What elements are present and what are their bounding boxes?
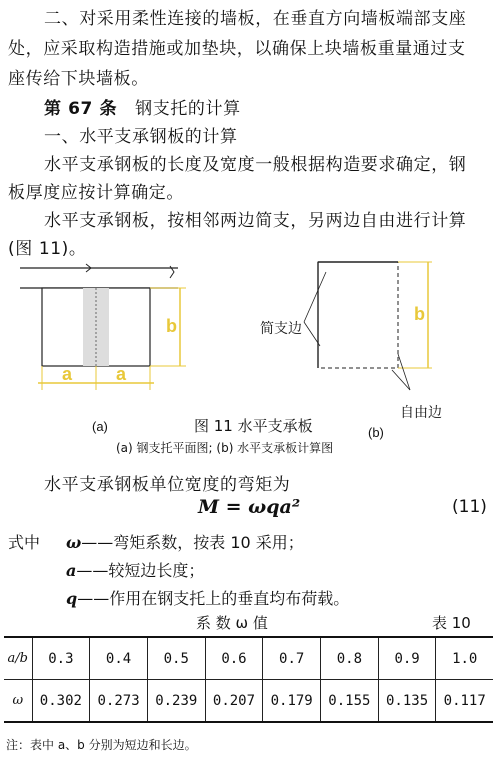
table-cell: 0.117: [436, 680, 493, 723]
figure-b-calc: [260, 262, 442, 440]
table-cell: 0.6: [205, 637, 263, 680]
table-title: 系 数 ω 值: [196, 614, 268, 632]
row-header: ω: [4, 680, 32, 723]
sub-label-a: (a): [92, 419, 108, 434]
equation-number: (11): [452, 497, 487, 517]
paragraph-line: 水平支承钢板的长度及宽度一般根据构造要求确定，钢: [44, 155, 467, 175]
table-cell: 0.8: [321, 637, 379, 680]
row-header: a/b: [4, 637, 32, 680]
paragraph-line: 板厚度应按计算确定。: [8, 183, 184, 203]
formula-expression: M = ωqa²: [198, 496, 301, 518]
coefficient-table: [4, 636, 493, 723]
section-heading: 一、水平支承钢板的计算: [44, 127, 238, 147]
article-number: 第 67 条: [44, 99, 118, 119]
dimension-b-label-b: b: [414, 304, 425, 324]
table-cell: 0.155: [321, 680, 379, 723]
table-cell: 1.0: [436, 637, 493, 680]
table-cell: 0.3: [32, 637, 90, 680]
table-cell: 0.207: [205, 680, 263, 723]
definition-q: [66, 586, 349, 609]
table-row: [4, 680, 493, 723]
definition-omega: [66, 530, 304, 553]
figure-a-plan: [20, 264, 186, 434]
table-cell: 0.179: [263, 680, 321, 723]
table-cell: 0.239: [147, 680, 205, 723]
figure-caption: 图 11 水平支承板: [194, 417, 313, 435]
dimension-b-label-a: b: [166, 316, 177, 336]
table-cell: 0.5: [147, 637, 205, 680]
table-cell: 0.7: [263, 637, 321, 680]
def-symbol: a: [66, 561, 77, 580]
def-symbol: ω: [66, 533, 82, 552]
article-heading: [44, 94, 497, 119]
def-text: 较短边长度；: [108, 561, 205, 580]
paragraph-line: 座传给下块墙板。: [8, 69, 149, 89]
table-cell: 0.9: [378, 637, 436, 680]
table-cell: 0.273: [90, 680, 148, 723]
article-title: 钢支托的计算: [135, 99, 241, 119]
table-note: 注：表中 a、b 分别为短边和长边。: [6, 738, 197, 752]
where-label: 式中: [8, 533, 41, 552]
simple-support-label: 简支边: [260, 320, 302, 336]
dimension-a-label-right: a: [116, 364, 127, 384]
free-edge-label: 自由边: [400, 404, 442, 420]
def-text: 作用在钢支托上的垂直均布荷载。: [109, 589, 350, 608]
sub-label-b: (b): [368, 425, 384, 440]
definition-a: [66, 558, 204, 581]
def-text: 弯矩系数，按表 10 采用；: [113, 533, 304, 552]
formula-intro: 水平支承钢板单位宽度的弯矩为: [44, 475, 291, 495]
table-cell: 0.135: [378, 680, 436, 723]
def-dash: ——: [76, 561, 109, 580]
def-dash: ——: [77, 589, 110, 608]
table-row: [4, 637, 493, 680]
paragraph-line: (图 11)。: [8, 239, 87, 259]
table-cell: 0.4: [90, 637, 148, 680]
def-symbol: q: [66, 589, 78, 608]
table-cell: 0.302: [32, 680, 90, 723]
paragraph-line: 处，应采取构造措施或加垫块，以确保上块墙板重量通过支: [8, 39, 466, 59]
dimension-a-label-left: a: [62, 364, 73, 384]
table-number: 表 10: [432, 614, 471, 632]
paragraph-line: 二、对采用柔性连接的墙板，在垂直方向墙板端部支座: [44, 9, 467, 29]
paragraph-line: 水平支承钢板，按相邻两边简支，另两边自由进行计算: [44, 211, 467, 231]
def-dash: ——: [81, 533, 114, 552]
figure-subcaption: (a) 钢支托平面图; (b) 水平支承板计算图: [116, 441, 334, 455]
